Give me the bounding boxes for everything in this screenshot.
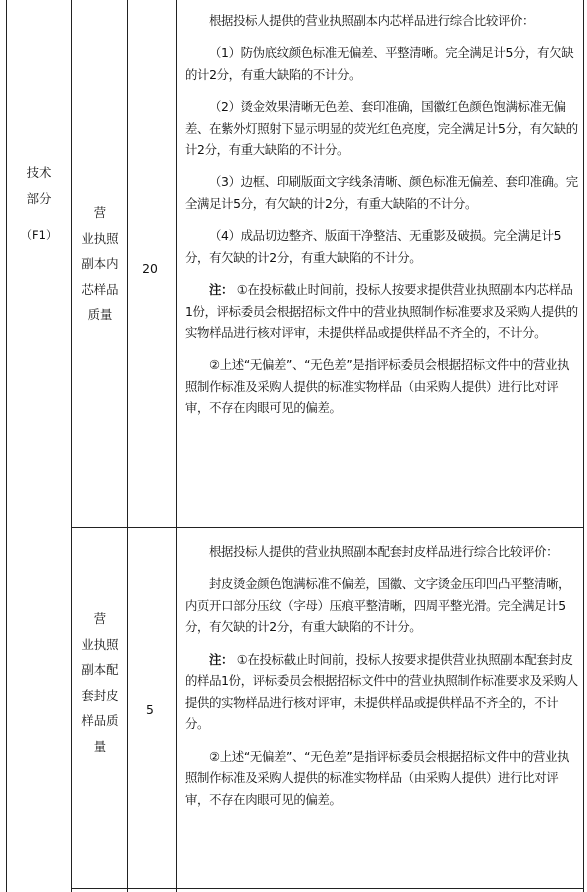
row2-item-name: 营 业执照 副本配 套封皮 样品质 量 (81, 611, 119, 754)
row2-criterion-1: 封皮烫金颜色饱满标准不偏差，国徽、文字烫金压印凹凸平整清晰，内页开口部分压纹（字母）压痕平整清晰，四周平整光滑。完全满足计5分，有欠缺的计2分，有重大缺陷的不计分。 (185, 576, 571, 635)
row1-criterion-1: （1）防伪底纹颜色标准无偏差、平整清晰。完全满足计5分，有欠缺的计2分，有重大缺陷的不计分。 (185, 45, 574, 82)
row1-item-name: 营 业执照 副本内 芯样品 质量 (81, 205, 119, 322)
row1-criteria (185, 10, 578, 419)
row1-criterion-3: （3）边框、印刷版面文字线条清晰、颜色标准无偏差、套印准确。完全满足计5分，有欠缺的计2分，有重大缺陷的不计分。 (185, 174, 578, 211)
category-code: （F1） (20, 228, 58, 242)
row1-score: 20 (142, 261, 158, 276)
row1-note-label: 注： (209, 281, 234, 297)
row-divider-1 (71, 527, 584, 528)
row1-note-2: ②上述“无偏差”、“无色差”是指评标委员会根据招标文件中的营业执照制作标准及采购人提供的标准实物样品（由采购人提供）进行比对评审，不存在肉眼可见的偏差。 (185, 357, 570, 416)
row-divider-2 (71, 888, 584, 889)
row2-note-label: 注： (209, 651, 234, 667)
row2-note-1 (185, 649, 578, 735)
table-divider-category (71, 0, 72, 892)
row1-criterion-4: （4）成品切边整齐、版面干净整洁、无重影及破损。完全满足计5分，有欠缺的计2分，有重大缺陷的不计分。 (185, 228, 562, 265)
category-cell (9, 160, 69, 270)
row2-criteria (185, 541, 578, 810)
row1-note-1 (185, 279, 578, 344)
row2-note-1-text: ①在投标截止时间前，投标人按要求提供营业执照副本配套封皮的样品1份，评标委员会根据招标文件中的营业执照制作标准要求及采购人提供的实物样品进行核对评审，未提供样品或提供样品不齐全的，不计分。 (185, 651, 578, 732)
row1-note-1-text: ①在投标截止时间前，投标人按要求提供营业执照副本内芯样品1份，评标委员会根据招标文件中的营业执照制作标准要求及采购人提供的实物样品进行核对评审，未提供样品或提供样品不齐全的，不计分。 (185, 281, 578, 341)
table-divider-score (176, 0, 177, 892)
row2-note-2: ②上述“无偏差”、“无色差”是指评标委员会根据招标文件中的营业执照制作标准及采购人提供的标准实物样品（由采购人提供）进行比对评审，不存在肉眼可见的偏差。 (185, 748, 570, 807)
table-border-left (6, 0, 7, 892)
row2-intro: 根据投标人提供的营业执照副本配套封皮样品进行综合比较评价： (209, 544, 559, 559)
row2-score: 5 (146, 702, 154, 717)
table-divider-item (127, 0, 128, 892)
category-label-line1: 技术 (26, 165, 52, 180)
row1-intro: 根据投标人提供的营业执照副本内芯样品进行综合比较评价： (209, 13, 535, 28)
row1-criterion-2: （2）烫金效果清晰无色差、套印准确，国徽红色颜色饱满标准无偏差、在紫外灯照射下显示明显的荧光红色亮度，完全满足计5分，有欠缺的计2分，有重大缺陷的不计分。 (185, 98, 578, 158)
table-border-right (583, 0, 584, 892)
category-label-line2: 部分 (26, 191, 52, 206)
